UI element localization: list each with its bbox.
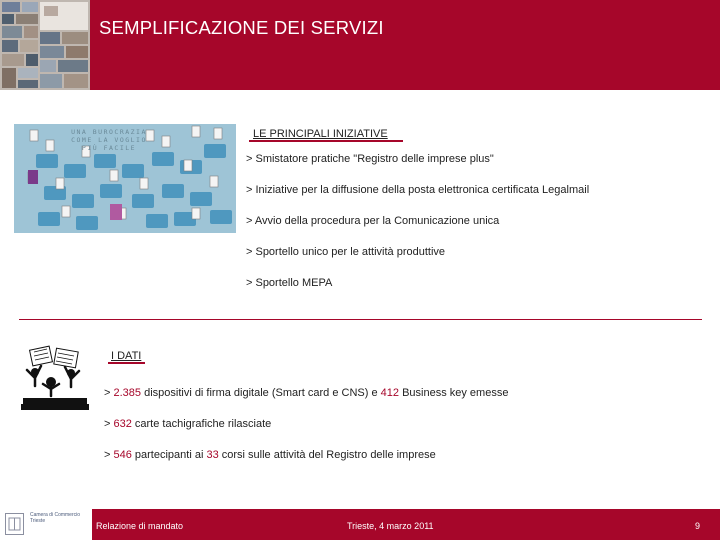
initiative-item: > Smistatore pratiche "Registro delle imprese plus" [246, 153, 494, 165]
data-item [104, 418, 271, 430]
data-value: 2.385 [113, 387, 142, 399]
data-value: 412 [380, 387, 400, 399]
header-band [0, 0, 720, 90]
data-item [104, 387, 508, 399]
data-item [104, 449, 436, 461]
data-title: I DATI [111, 350, 142, 362]
folders-illustration [14, 124, 236, 233]
footer-left-label: Relazione di mandato [96, 521, 184, 531]
initiatives-title: LE PRINCIPALI INIZIATIVE [253, 128, 388, 140]
data-value: 632 [113, 418, 132, 430]
initiatives-underline [249, 140, 403, 142]
initiative-item: > Sportello MEPA [246, 277, 333, 289]
data-item-prefix: > [104, 387, 114, 399]
chamber-logo-icon [5, 513, 24, 535]
data-item-text: partecipanti ai [131, 449, 207, 461]
initiative-item: > Iniziative per la diffusione della posta elettronica certificata Legalmail [246, 184, 590, 196]
data-item-text: corsi sulle attività del Registro delle imprese [218, 449, 436, 461]
data-value: 33 [206, 449, 219, 461]
page-number: 9 [695, 521, 701, 531]
data-underline [108, 362, 145, 364]
data-item-text: carte tachigrafiche rilasciate [131, 418, 272, 430]
data-item-text: Business key emesse [399, 387, 509, 399]
collage-caption: UNA BUROCRAZIA COME LA VOGLIO PIÙ FACILE [71, 128, 147, 152]
section-divider [19, 319, 702, 320]
chamber-logo-text: Camera di Commercio Trieste [30, 512, 81, 524]
footer-date: Trieste, 4 marzo 2011 [347, 521, 434, 531]
data-value: 546 [113, 449, 132, 461]
header-photo-collage [0, 0, 90, 90]
data-item-text: dispositivi di firma digitale (Smart card e CNS) e [141, 387, 381, 399]
data-item-prefix: > [104, 449, 114, 461]
page-title: SEMPLIFICAZIONE DEI SERVIZI [99, 17, 384, 38]
data-item-prefix: > [104, 418, 114, 430]
people-with-certificates-icon [21, 340, 91, 412]
initiative-item: > Sportello unico per le attività produttive [246, 246, 446, 258]
initiative-item: > Avvio della procedura per la Comunicazione unica [246, 215, 500, 227]
